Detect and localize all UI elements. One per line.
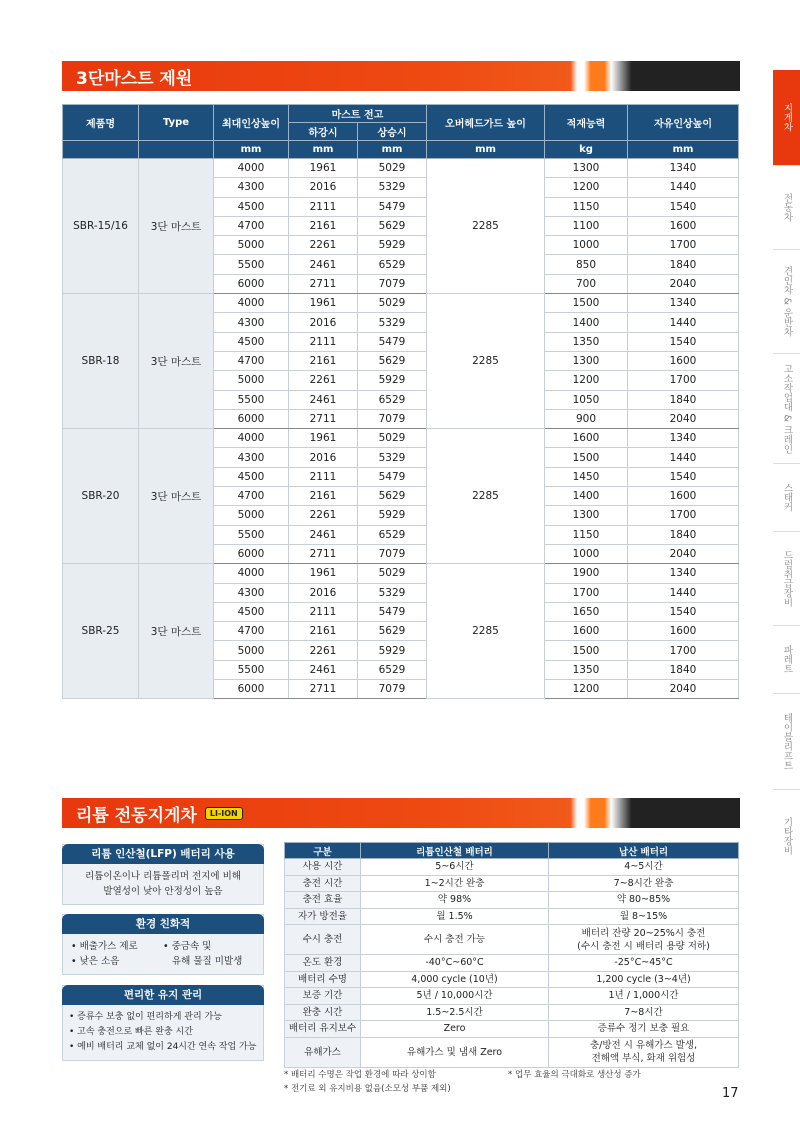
cell-lowered: 2016 xyxy=(289,178,358,197)
compare-value: 7~8시간 완충 xyxy=(549,875,739,892)
compare-value: 4~5시간 xyxy=(549,859,739,876)
cell-overhead: 2285 xyxy=(427,294,545,429)
cell-max-lift: 4500 xyxy=(214,467,289,486)
table-row xyxy=(285,892,739,909)
cell-max-lift: 4700 xyxy=(214,487,289,506)
compare-label: 보증 기간 xyxy=(285,988,361,1005)
table-row xyxy=(285,971,739,988)
feature-box-maintenance xyxy=(62,985,264,1061)
cell-capacity: 900 xyxy=(545,409,628,428)
cell-raised: 7079 xyxy=(358,274,427,293)
compare-value-line: 전해액 부식, 화재 위험성 xyxy=(591,1053,696,1064)
table-row xyxy=(285,1004,739,1021)
unit-mm: mm xyxy=(214,141,289,159)
cell-lowered: 2711 xyxy=(289,409,358,428)
cell-max-lift: 4700 xyxy=(214,216,289,235)
compare-header: 구분 xyxy=(285,843,361,859)
compare-value: 약 98% xyxy=(361,892,549,909)
cell-lowered: 2016 xyxy=(289,583,358,602)
feature-item: • 중금속 및 xyxy=(163,941,212,952)
cell-lowered: 1961 xyxy=(289,294,358,313)
cell-raised: 5329 xyxy=(358,313,427,332)
compare-header: 납산 배터리 xyxy=(549,843,739,859)
cell-raised: 6529 xyxy=(358,255,427,274)
cell-raised: 5929 xyxy=(358,371,427,390)
cell-free-lift: 1540 xyxy=(628,332,739,351)
unit-kg: kg xyxy=(545,141,628,159)
cell-max-lift: 4500 xyxy=(214,332,289,351)
note-productivity: * 업무 효율의 극대화로 생산성 증가 xyxy=(508,1070,641,1080)
compare-value: 월 8~15% xyxy=(549,908,739,925)
table-row xyxy=(285,925,739,955)
feature-item: • 고속 충전으로 빠른 완충 시간 xyxy=(69,1027,193,1037)
table-row xyxy=(285,988,739,1005)
cell-free-lift: 1840 xyxy=(628,660,739,679)
cell-model: SBR-15/16 xyxy=(63,159,139,294)
header-model: 제품명 xyxy=(63,105,139,141)
table-row xyxy=(63,429,739,448)
table-row xyxy=(63,564,739,583)
cell-capacity: 1350 xyxy=(545,660,628,679)
cell-free-lift: 2040 xyxy=(628,544,739,563)
cell-raised: 5479 xyxy=(358,602,427,621)
cell-raised: 5629 xyxy=(358,622,427,641)
cell-max-lift: 6000 xyxy=(214,409,289,428)
cell-raised: 5329 xyxy=(358,583,427,602)
cell-max-lift: 5500 xyxy=(214,255,289,274)
feature-box-lfp xyxy=(62,844,264,905)
cell-capacity: 1200 xyxy=(545,371,628,390)
feature-line: 발열성이 낮아 안정성이 높음 xyxy=(103,886,223,897)
cell-max-lift: 5000 xyxy=(214,506,289,525)
compare-value: 4,000 cycle (10년) xyxy=(361,971,549,988)
cell-free-lift: 1840 xyxy=(628,255,739,274)
cell-capacity: 1150 xyxy=(545,197,628,216)
unit-mm: mm xyxy=(289,141,358,159)
cell-capacity: 1900 xyxy=(545,564,628,583)
table-row xyxy=(285,1037,739,1067)
cell-max-lift: 4700 xyxy=(214,622,289,641)
cell-type: 3단 마스트 xyxy=(139,564,214,699)
unit-mm: mm xyxy=(628,141,739,159)
cell-free-lift: 1600 xyxy=(628,622,739,641)
table-row xyxy=(285,908,739,925)
cell-raised: 6529 xyxy=(358,390,427,409)
cell-capacity: 1300 xyxy=(545,506,628,525)
cell-free-lift: 1340 xyxy=(628,564,739,583)
cell-capacity: 1000 xyxy=(545,236,628,255)
cell-capacity: 1600 xyxy=(545,622,628,641)
cell-max-lift: 4300 xyxy=(214,178,289,197)
cell-raised: 5329 xyxy=(358,448,427,467)
header-lowered: 하강시 xyxy=(289,123,358,141)
compare-label: 온도 환경 xyxy=(285,955,361,972)
cell-lowered: 2711 xyxy=(289,680,358,699)
compare-value: 1~2시간 완충 xyxy=(361,875,549,892)
cell-lowered: 2016 xyxy=(289,448,358,467)
compare-label: 자가 방전율 xyxy=(285,908,361,925)
compare-value: 유해가스 및 냄새 Zero xyxy=(361,1037,549,1067)
feature-title: 편리한 유지 관리 xyxy=(62,985,264,1005)
cell-capacity: 1400 xyxy=(545,313,628,332)
cell-capacity: 700 xyxy=(545,274,628,293)
cell-raised: 5479 xyxy=(358,197,427,216)
cell-max-lift: 5000 xyxy=(214,236,289,255)
cell-free-lift: 1340 xyxy=(628,294,739,313)
cell-max-lift: 4300 xyxy=(214,448,289,467)
side-tab-item[interactable]: 스태커 xyxy=(773,463,800,531)
compare-value: 5년 / 10,000시간 xyxy=(361,988,549,1005)
cell-raised: 5479 xyxy=(358,467,427,486)
side-tab-item[interactable]: 전동차 xyxy=(773,165,800,249)
cell-max-lift: 5000 xyxy=(214,371,289,390)
cell-free-lift: 1700 xyxy=(628,236,739,255)
cell-free-lift: 1440 xyxy=(628,448,739,467)
cell-max-lift: 5000 xyxy=(214,641,289,660)
cell-free-lift: 1600 xyxy=(628,351,739,370)
feature-item: • 낮은 소음 xyxy=(71,956,120,967)
table-row xyxy=(285,875,739,892)
compare-value xyxy=(549,1037,739,1067)
compare-value: 월 1.5% xyxy=(361,908,549,925)
cell-max-lift: 4500 xyxy=(214,602,289,621)
feature-item: • 배출가스 제로 xyxy=(71,941,138,952)
cell-capacity: 1300 xyxy=(545,159,628,178)
cell-free-lift: 1700 xyxy=(628,506,739,525)
cell-free-lift: 1700 xyxy=(628,371,739,390)
cell-overhead: 2285 xyxy=(427,429,545,564)
cell-lowered: 2161 xyxy=(289,622,358,641)
cell-overhead: 2285 xyxy=(427,159,545,294)
compare-value: 1.5~2.5시간 xyxy=(361,1004,549,1021)
feature-box-eco xyxy=(62,914,264,975)
side-tab-item[interactable]: 견인차 & 운반차 xyxy=(773,249,800,353)
feature-body xyxy=(63,1005,263,1060)
cell-max-lift: 4700 xyxy=(214,351,289,370)
cell-lowered: 2111 xyxy=(289,197,358,216)
cell-lowered: 2461 xyxy=(289,660,358,679)
compare-value: -25°C~45°C xyxy=(549,955,739,972)
cell-max-lift: 6000 xyxy=(214,680,289,699)
cell-raised: 5029 xyxy=(358,159,427,178)
cell-max-lift: 4300 xyxy=(214,313,289,332)
compare-label: 배터리 유지보수 xyxy=(285,1021,361,1038)
unit-empty xyxy=(139,141,214,159)
cell-lowered: 2111 xyxy=(289,332,358,351)
cell-lowered: 2461 xyxy=(289,525,358,544)
compare-label: 충전 효율 xyxy=(285,892,361,909)
cell-capacity: 1000 xyxy=(545,544,628,563)
cell-overhead: 2285 xyxy=(427,564,545,699)
cell-raised: 5029 xyxy=(358,564,427,583)
page-number: 17 xyxy=(722,1086,739,1101)
cell-capacity: 850 xyxy=(545,255,628,274)
cell-free-lift: 1440 xyxy=(628,178,739,197)
cell-max-lift: 4300 xyxy=(214,583,289,602)
compare-value: 수시 충전 가능 xyxy=(361,925,549,955)
cell-free-lift: 1540 xyxy=(628,467,739,486)
cell-lowered: 1961 xyxy=(289,159,358,178)
cell-lowered: 2016 xyxy=(289,313,358,332)
table-row xyxy=(285,955,739,972)
header-type: Type xyxy=(139,105,214,141)
header-max-lift: 최대인상높이 xyxy=(214,105,289,141)
compare-value: 증류수 정기 보충 필요 xyxy=(549,1021,739,1038)
cell-free-lift: 1600 xyxy=(628,216,739,235)
cell-max-lift: 4000 xyxy=(214,159,289,178)
cell-model: SBR-18 xyxy=(63,294,139,429)
cell-raised: 5029 xyxy=(358,294,427,313)
compare-value xyxy=(549,925,739,955)
cell-capacity: 1700 xyxy=(545,583,628,602)
cell-capacity: 1400 xyxy=(545,487,628,506)
compare-label: 수시 충전 xyxy=(285,925,361,955)
cell-type: 3단 마스트 xyxy=(139,294,214,429)
cell-max-lift: 6000 xyxy=(214,544,289,563)
note-maintenance-cost: * 전기료 외 유지비용 없음(소모성 부품 제외) xyxy=(284,1084,451,1094)
cell-model: SBR-25 xyxy=(63,564,139,699)
cell-max-lift: 5500 xyxy=(214,525,289,544)
cell-lowered: 2461 xyxy=(289,255,358,274)
cell-free-lift: 1600 xyxy=(628,487,739,506)
cell-raised: 7079 xyxy=(358,544,427,563)
cell-raised: 5929 xyxy=(358,641,427,660)
compare-label: 충전 시간 xyxy=(285,875,361,892)
cell-lowered: 2261 xyxy=(289,371,358,390)
li-ion-badge-icon: LI-ION xyxy=(205,807,243,820)
feature-item: • 예비 배터리 교체 없이 24시간 연속 작업 가능 xyxy=(69,1042,257,1052)
cell-type: 3단 마스트 xyxy=(139,429,214,564)
cell-capacity: 1350 xyxy=(545,332,628,351)
table-row xyxy=(285,859,739,876)
cell-raised: 5629 xyxy=(358,351,427,370)
cell-lowered: 1961 xyxy=(289,564,358,583)
cell-max-lift: 4000 xyxy=(214,294,289,313)
cell-raised: 7079 xyxy=(358,680,427,699)
cell-raised: 5929 xyxy=(358,506,427,525)
feature-item: • 증류수 보충 없이 편리하게 관리 가능 xyxy=(69,1012,222,1022)
cell-lowered: 2261 xyxy=(289,506,358,525)
cell-lowered: 2711 xyxy=(289,274,358,293)
cell-lowered: 1961 xyxy=(289,429,358,448)
cell-max-lift: 4000 xyxy=(214,564,289,583)
header-capacity: 적재능력 xyxy=(545,105,628,141)
cell-lowered: 2711 xyxy=(289,544,358,563)
compare-label: 배터리 수명 xyxy=(285,971,361,988)
cell-lowered: 2261 xyxy=(289,236,358,255)
cell-free-lift: 1440 xyxy=(628,583,739,602)
unit-mm: mm xyxy=(358,141,427,159)
side-tab-item[interactable]: 지게차 xyxy=(773,70,800,165)
mast-spec-table xyxy=(62,104,739,699)
compare-value: 약 80~85% xyxy=(549,892,739,909)
compare-value: -40°C~60°C xyxy=(361,955,549,972)
side-tab-item[interactable]: 테이블리프트 xyxy=(773,693,800,789)
side-tab-item[interactable]: 기타장비 xyxy=(773,789,800,881)
compare-header: 리튬인산철 배터리 xyxy=(361,843,549,859)
compare-label: 완충 시간 xyxy=(285,1004,361,1021)
cell-capacity: 1050 xyxy=(545,390,628,409)
cell-free-lift: 1340 xyxy=(628,429,739,448)
cell-free-lift: 1540 xyxy=(628,197,739,216)
cell-raised: 7079 xyxy=(358,409,427,428)
header-raised: 상승시 xyxy=(358,123,427,141)
side-tabs xyxy=(773,70,800,881)
side-tab-item[interactable]: 파레트 xyxy=(773,625,800,693)
compare-value: 5~6시간 xyxy=(361,859,549,876)
cell-capacity: 1200 xyxy=(545,680,628,699)
cell-lowered: 2111 xyxy=(289,602,358,621)
compare-value: 7~8시간 xyxy=(549,1004,739,1021)
compare-value: 1,200 cycle (3~4년) xyxy=(549,971,739,988)
feature-body xyxy=(63,934,263,974)
cell-lowered: 2161 xyxy=(289,216,358,235)
cell-free-lift: 2040 xyxy=(628,274,739,293)
note-battery-life: * 배터리 수명은 작업 환경에 따라 상이함 xyxy=(284,1070,436,1080)
cell-lowered: 2161 xyxy=(289,487,358,506)
cell-capacity: 1300 xyxy=(545,351,628,370)
cell-max-lift: 5500 xyxy=(214,660,289,679)
cell-lowered: 2161 xyxy=(289,351,358,370)
section-title: 3단마스트 제원 xyxy=(76,68,193,89)
section-banner-mast-specs xyxy=(62,61,740,91)
cell-max-lift: 4500 xyxy=(214,197,289,216)
cell-capacity: 1500 xyxy=(545,448,628,467)
compare-value-line: 배터리 잔량 20~25%시 충전 xyxy=(581,927,706,939)
compare-label: 유해가스 xyxy=(285,1037,361,1067)
cell-raised: 5479 xyxy=(358,332,427,351)
header-mast: 마스트 전고 xyxy=(289,105,427,123)
section-title: 리튬 전동지게차 xyxy=(76,805,197,826)
cell-capacity: 1150 xyxy=(545,525,628,544)
cell-free-lift: 1840 xyxy=(628,525,739,544)
feature-title: 환경 친화적 xyxy=(62,914,264,934)
cell-raised: 5029 xyxy=(358,429,427,448)
cell-raised: 5629 xyxy=(358,487,427,506)
cell-raised: 5329 xyxy=(358,178,427,197)
cell-max-lift: 5500 xyxy=(214,390,289,409)
cell-free-lift: 1840 xyxy=(628,390,739,409)
cell-raised: 5629 xyxy=(358,216,427,235)
cell-max-lift: 6000 xyxy=(214,274,289,293)
compare-value-line: 충/방전 시 유해가스 발생, xyxy=(589,1040,698,1051)
table-row xyxy=(63,159,739,178)
cell-raised: 5929 xyxy=(358,236,427,255)
feature-body xyxy=(63,864,263,904)
cell-lowered: 2461 xyxy=(289,390,358,409)
feature-title: 리튬 인산철(LFP) 배터리 사용 xyxy=(62,844,264,864)
cell-lowered: 2261 xyxy=(289,641,358,660)
cell-capacity: 1200 xyxy=(545,178,628,197)
cell-raised: 6529 xyxy=(358,660,427,679)
cell-type: 3단 마스트 xyxy=(139,159,214,294)
table-row xyxy=(285,1021,739,1038)
header-overhead: 오버헤드가드 높이 xyxy=(427,105,545,141)
section-banner-lithium xyxy=(62,798,740,828)
cell-capacity: 1500 xyxy=(545,294,628,313)
cell-raised: 6529 xyxy=(358,525,427,544)
compare-value-line: (수시 충전 시 배터리 용량 저하) xyxy=(577,940,710,952)
cell-free-lift: 2040 xyxy=(628,680,739,699)
cell-free-lift: 1340 xyxy=(628,159,739,178)
side-tab-item[interactable]: 드럼취급장비 xyxy=(773,531,800,625)
header-free-lift: 자유인상높이 xyxy=(628,105,739,141)
cell-free-lift: 1540 xyxy=(628,602,739,621)
unit-mm: mm xyxy=(427,141,545,159)
cell-free-lift: 1440 xyxy=(628,313,739,332)
cell-capacity: 1100 xyxy=(545,216,628,235)
side-tab-item[interactable]: 고소작업대 & 크레인 xyxy=(773,353,800,463)
cell-capacity: 1450 xyxy=(545,467,628,486)
compare-value: 1년 / 1,000시간 xyxy=(549,988,739,1005)
cell-capacity: 1650 xyxy=(545,602,628,621)
cell-free-lift: 1700 xyxy=(628,641,739,660)
compare-value: Zero xyxy=(361,1021,549,1038)
compare-label: 사용 시간 xyxy=(285,859,361,876)
cell-lowered: 2111 xyxy=(289,467,358,486)
table-row xyxy=(63,294,739,313)
unit-empty xyxy=(63,141,139,159)
cell-model: SBR-20 xyxy=(63,429,139,564)
cell-max-lift: 4000 xyxy=(214,429,289,448)
battery-compare-table xyxy=(284,842,739,1068)
feature-line: 리튬이온이나 리튬폴리머 전지에 비해 xyxy=(85,871,241,882)
cell-free-lift: 2040 xyxy=(628,409,739,428)
cell-capacity: 1600 xyxy=(545,429,628,448)
cell-capacity: 1500 xyxy=(545,641,628,660)
feature-item: 유해 물질 미발생 xyxy=(172,956,243,967)
